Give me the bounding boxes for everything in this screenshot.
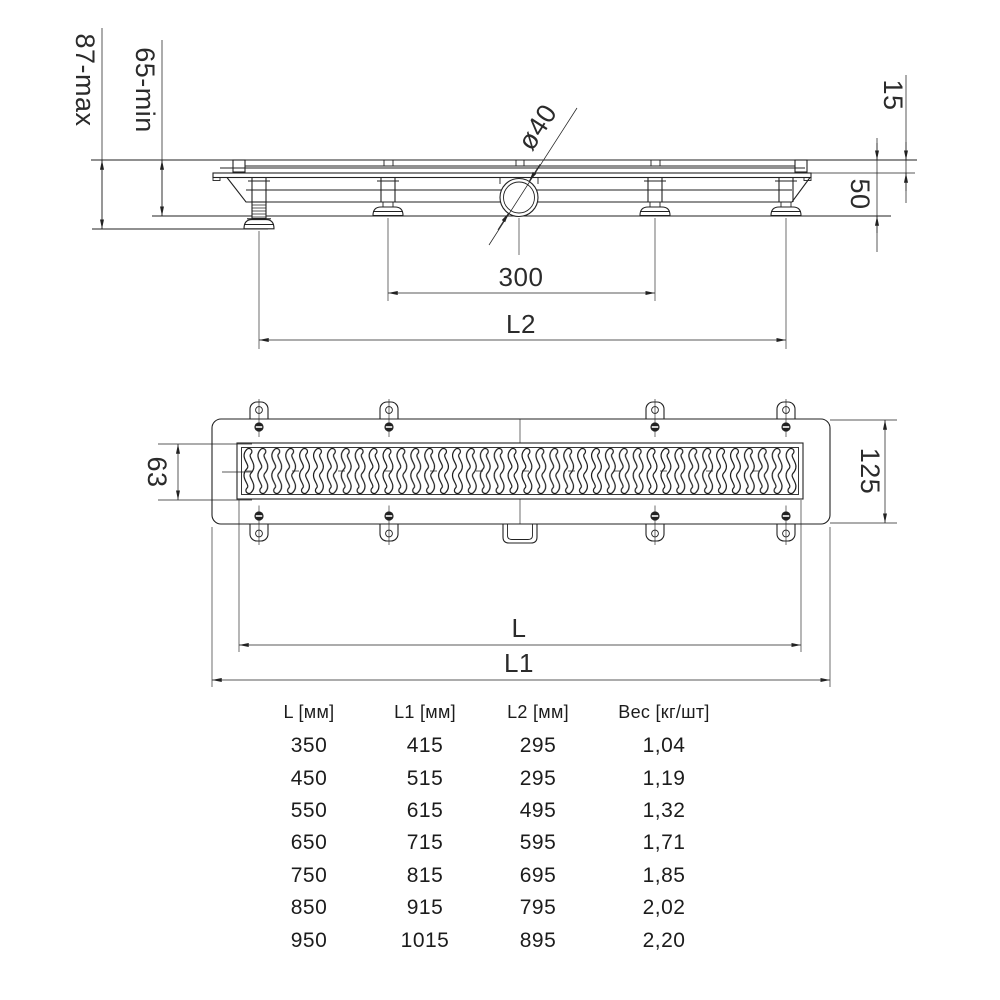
table-cell: 295	[519, 734, 557, 758]
table-cell: 415	[406, 734, 444, 758]
extended-foot	[244, 202, 274, 229]
table-cell: 1015	[400, 928, 450, 952]
dim-length-l1	[212, 527, 830, 687]
table-cell: 450	[290, 766, 328, 790]
table-cell: 515	[406, 766, 444, 790]
dim-label-300: 300	[498, 262, 544, 292]
table-cell: 1,32	[642, 798, 686, 822]
flange-plate	[213, 173, 811, 178]
table-cell: 915	[406, 896, 444, 920]
dim-length-l2	[259, 309, 786, 340]
size-table	[250, 694, 740, 957]
dim-label-l2: L2	[506, 309, 536, 339]
side-view	[70, 28, 917, 349]
table-cell: 715	[406, 831, 444, 855]
table-cell: 1,71	[642, 831, 686, 855]
dim-label-l1: L1	[504, 648, 534, 678]
table-cell: 550	[290, 798, 328, 822]
grate-wave-pattern	[242, 448, 798, 494]
table-cell: 615	[406, 798, 444, 822]
dim-label-65-min: 65-min	[130, 47, 160, 133]
table-cell: 1,85	[642, 863, 686, 887]
col-header-l: L [мм]	[283, 701, 335, 722]
dim-depth	[845, 138, 877, 252]
dim-height-max	[70, 28, 102, 229]
dim-label-15: 15	[878, 79, 908, 111]
table-cell: 650	[290, 831, 328, 855]
table-cell: 595	[519, 831, 557, 855]
dim-outlet-diameter	[489, 99, 577, 245]
dim-outlet-spacing	[388, 262, 655, 293]
dim-label-63: 63	[142, 456, 172, 488]
col-header-l2: L2 [мм]	[507, 701, 569, 722]
table-cell: 795	[519, 896, 557, 920]
dim-label-87-max: 87-max	[70, 33, 100, 127]
table-cell: 495	[519, 798, 557, 822]
plan-view	[142, 399, 897, 687]
table-cell: 750	[290, 863, 328, 887]
adjustable-foot	[640, 202, 670, 216]
dim-label-l: L	[511, 613, 527, 643]
dim-height-min	[130, 40, 162, 216]
table-cell: 1,04	[642, 734, 686, 758]
col-header-l1: L1 [мм]	[394, 701, 456, 722]
table-cell: 950	[290, 928, 328, 952]
dim-label-50: 50	[845, 178, 875, 210]
table-cell: 1,19	[642, 766, 686, 790]
table-cell: 2,20	[642, 928, 686, 952]
dim-label-125: 125	[855, 447, 885, 495]
size-table-rows	[250, 730, 740, 957]
table-cell: 2,02	[642, 896, 686, 920]
table-cell: 695	[519, 863, 557, 887]
outlet-pipe	[500, 179, 538, 217]
outlet-stub	[503, 524, 537, 543]
dim-label-o40: ø40	[511, 98, 564, 156]
table-cell: 295	[519, 766, 557, 790]
table-cell: 350	[290, 734, 328, 758]
col-header-weight: Вес [кг/шт]	[618, 701, 710, 722]
table-cell: 895	[519, 928, 557, 952]
table-cell: 850	[290, 896, 328, 920]
dim-body-width	[830, 420, 897, 523]
dim-top-edge	[878, 75, 908, 203]
size-table-header	[250, 694, 740, 730]
adjustable-foot	[373, 202, 403, 216]
adjustable-foot	[771, 202, 801, 216]
table-cell: 815	[406, 863, 444, 887]
